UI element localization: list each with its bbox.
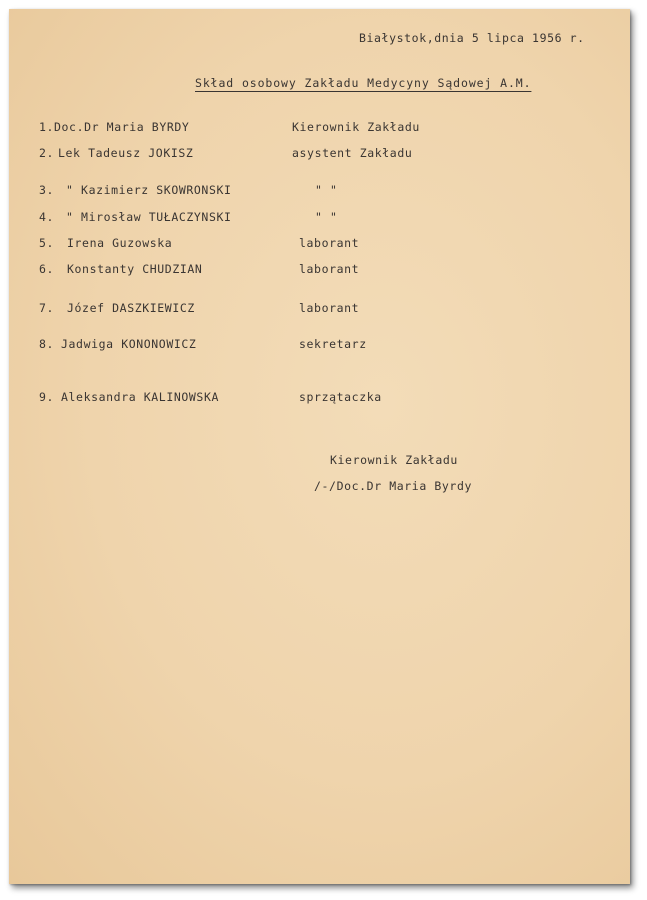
signature-name: /-/Doc.Dr Maria Byrdy bbox=[314, 479, 472, 493]
staff-number: 1. bbox=[39, 120, 55, 134]
staff-role: Kierownik Zakładu bbox=[292, 120, 420, 134]
staff-role: laborant bbox=[299, 262, 360, 276]
staff-name: Jadwiga KONONOWICZ bbox=[61, 337, 197, 351]
staff-name: Aleksandra KALINOWSKA bbox=[61, 390, 219, 404]
staff-name: Józef DASZKIEWICZ bbox=[67, 301, 195, 315]
staff-name: Lek Tadeusz JOKISZ bbox=[58, 146, 194, 160]
document-title: Skład osobowy Zakładu Medycyny Sądowej A.M. bbox=[195, 76, 532, 90]
staff-number: 5. bbox=[39, 236, 55, 250]
staff-name: Konstanty CHUDZIAN bbox=[67, 262, 203, 276]
staff-role: " " bbox=[315, 183, 338, 197]
place-date: Białystok,dnia 5 lipca 1956 r. bbox=[359, 31, 585, 45]
staff-number: 7. bbox=[39, 301, 55, 315]
document-page bbox=[9, 9, 630, 884]
staff-role: sekretarz bbox=[299, 337, 367, 351]
staff-number: 9. bbox=[39, 390, 55, 404]
staff-number: 3. bbox=[39, 183, 55, 197]
staff-name: Doc.Dr Maria BYRDY bbox=[54, 120, 190, 134]
staff-number: 6. bbox=[39, 262, 55, 276]
staff-name: " Kazimierz SKOWRONSKI bbox=[66, 183, 232, 197]
staff-name: Irena Guzowska bbox=[67, 236, 173, 250]
signature-title: Kierownik Zakładu bbox=[330, 453, 458, 467]
staff-role: " " bbox=[315, 210, 338, 224]
staff-role: laborant bbox=[299, 301, 360, 315]
staff-role: asystent Zakładu bbox=[292, 146, 413, 160]
staff-number: 2. bbox=[39, 146, 55, 160]
staff-name: " Mirosław TUŁACZYNSKI bbox=[66, 210, 232, 224]
staff-role: sprzątaczka bbox=[299, 390, 382, 404]
staff-number: 4. bbox=[39, 210, 55, 224]
staff-number: 8. bbox=[39, 337, 55, 351]
staff-role: laborant bbox=[299, 236, 360, 250]
